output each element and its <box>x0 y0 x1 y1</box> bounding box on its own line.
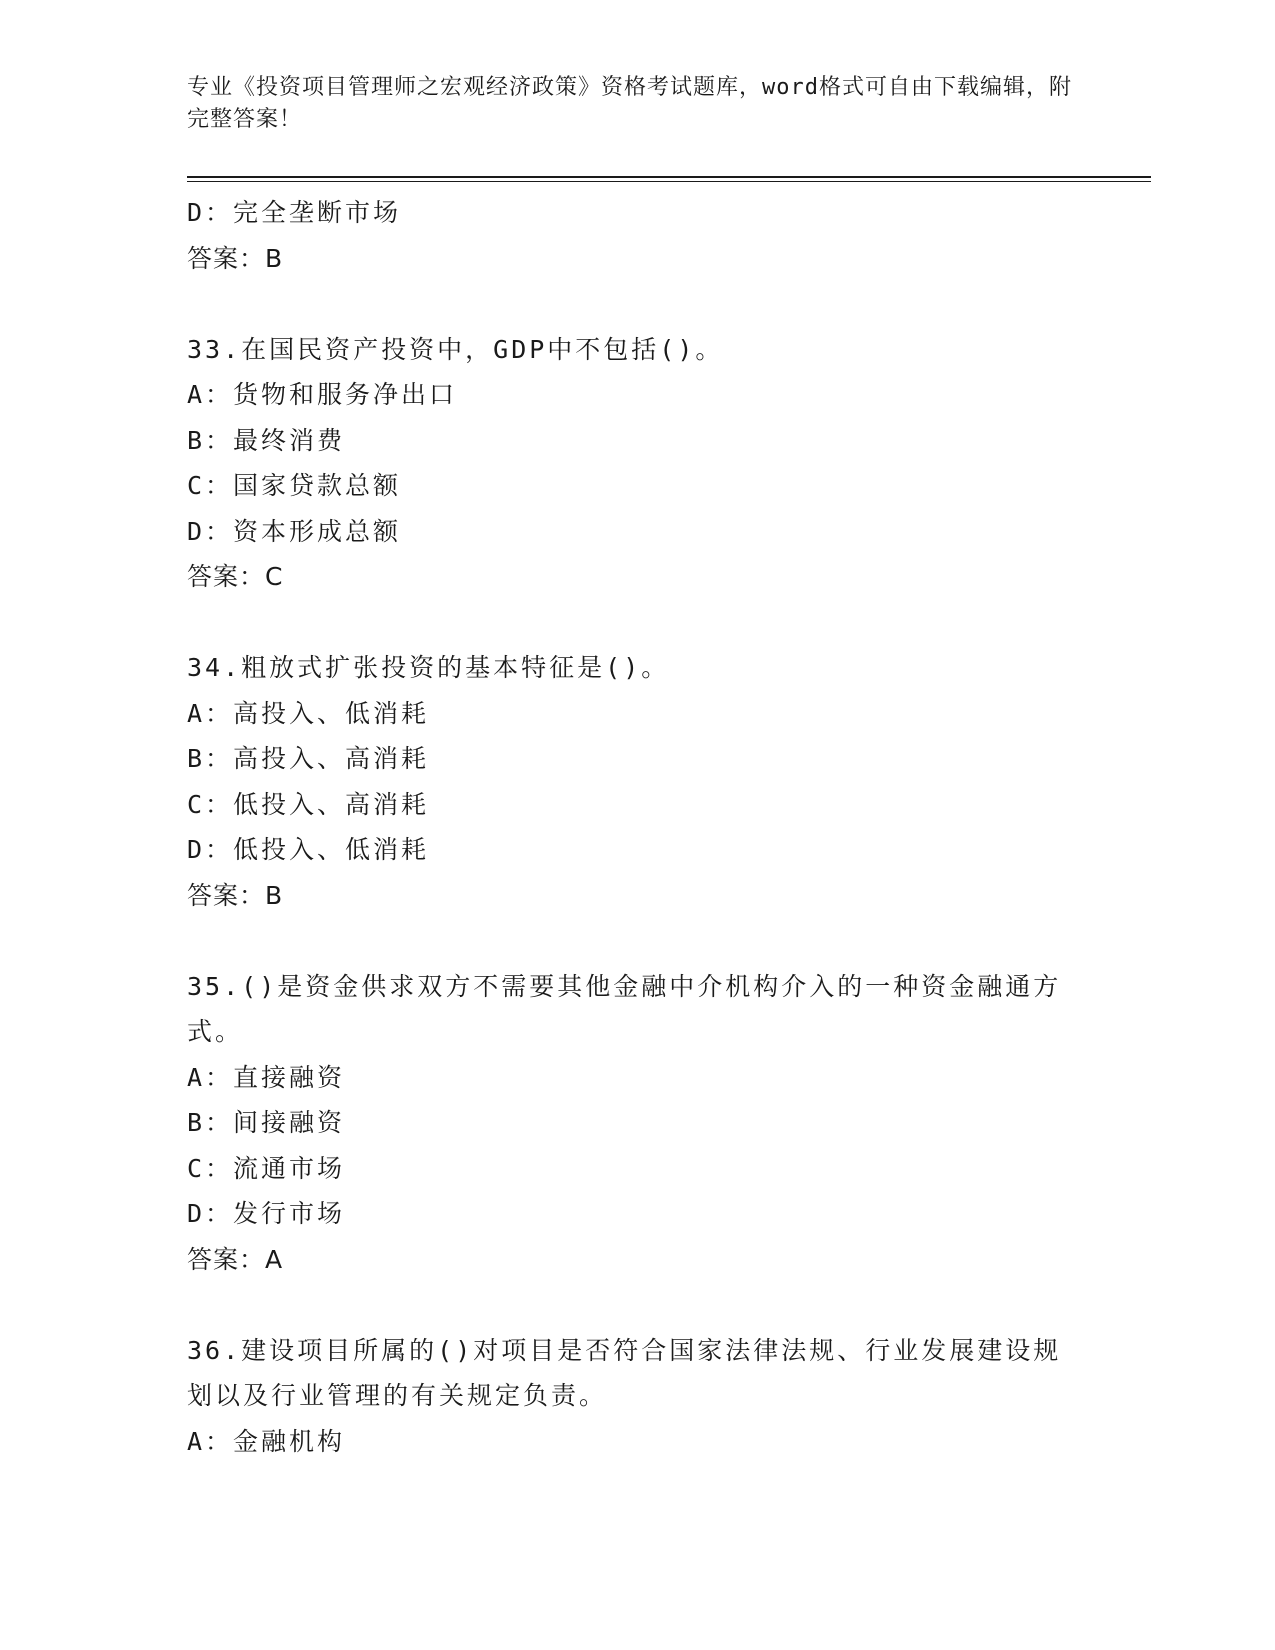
question-block <box>187 964 1087 1283</box>
option-b: B：高投入、高消耗 <box>187 744 430 773</box>
option-d: D：资本形成总额 <box>187 516 402 546</box>
option-d: D：发行市场 <box>187 1199 346 1228</box>
spacer <box>187 281 1087 327</box>
question-stem: 35.()是资金供求双方不需要其他金融中介机构介入的一种资金融通方式。 <box>187 971 1062 1046</box>
header-rule-thin <box>187 181 1151 182</box>
option-b: B：间接融资 <box>187 1108 346 1137</box>
question-block <box>187 327 1087 600</box>
option-c: C：低投入、高消耗 <box>187 789 430 819</box>
question-stem: 36.建设项目所属的()对项目是否符合国家法律法规、行业发展建设规划以及行业管理的有关规定负责。 <box>187 1335 1062 1410</box>
spacer <box>187 918 1087 964</box>
question-stem: 33.在国民资产投资中，GDP中不包括()。 <box>187 334 724 364</box>
answer-line: 答案：A <box>187 1244 284 1274</box>
answer-line: 答案：C <box>187 562 284 591</box>
option-a: A：金融机构 <box>187 1426 346 1456</box>
spacer <box>187 600 1087 646</box>
answer-line: 答案：B <box>187 243 284 273</box>
question-stem: 34.粗放式扩张投资的基本特征是()。 <box>187 653 670 682</box>
option-a: A：直接融资 <box>187 1062 346 1092</box>
option-a: A：高投入、低消耗 <box>187 698 430 728</box>
option-c: C：流通市场 <box>187 1153 346 1183</box>
question-block <box>187 1328 1087 1465</box>
question-block <box>187 645 1087 918</box>
answer-line: 答案：B <box>187 880 284 910</box>
option-a: A：货物和服务净出口 <box>187 380 458 409</box>
header-rule-thick <box>187 176 1151 178</box>
option-d: D：完全垄断市场 <box>187 198 402 227</box>
spacer <box>187 1282 1087 1328</box>
option-c: C：国家贷款总额 <box>187 471 402 500</box>
page-header: 专业《投资项目管理师之宏观经济政策》资格考试题库，word格式可自由下载编辑，附完整答案！ <box>187 75 1072 132</box>
option-d: D：低投入、低消耗 <box>187 835 430 864</box>
question-body <box>187 190 1087 1464</box>
option-b: B：最终消费 <box>187 425 346 455</box>
